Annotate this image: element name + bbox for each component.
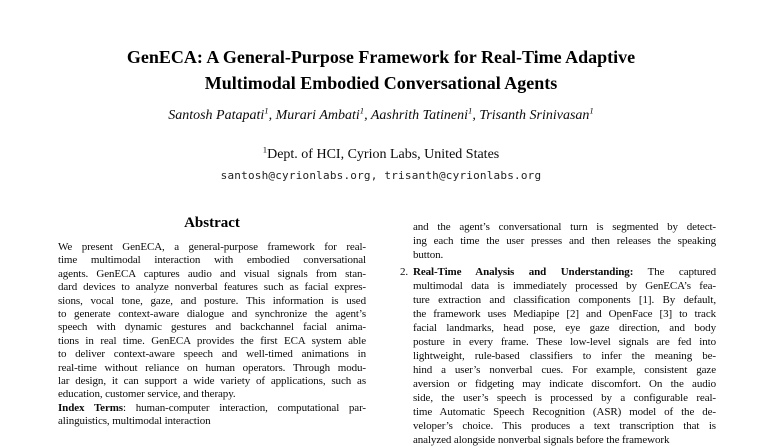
abstract-line: lar design, it can support a wide variety of applications, such as bbox=[58, 374, 366, 387]
author-name: Murari Ambati bbox=[275, 108, 360, 123]
abstract-line: time multimodal interaction with embodied conversational bbox=[58, 254, 366, 267]
body-line: button. bbox=[413, 249, 444, 261]
list-item-title: Real-Time Analysis and Understanding: bbox=[413, 266, 634, 278]
body-line: hind a user’s nonverbal cues. For example, consistent gaze bbox=[413, 364, 716, 376]
body-column bbox=[400, 220, 716, 447]
abstract-line: tions in real time. GenECA provides the first ECA system able bbox=[58, 334, 366, 347]
abstract-line: speech with dynamic gestures and backchannel facial anima- bbox=[58, 321, 366, 334]
abstract-line: to deliver context-aware speech and well-timed animations in bbox=[58, 348, 366, 361]
abstract-line: dard devices to analyze nonverbal features such as facial expres- bbox=[58, 281, 366, 294]
abstract-line: to generate context-aware dialogue and synchronize the agent’s bbox=[58, 307, 366, 320]
paper-title bbox=[0, 44, 762, 96]
abstract-column bbox=[58, 214, 366, 428]
body-line: veloper’s choice. This produces a text transcription that is bbox=[413, 420, 716, 432]
author-separator: , bbox=[364, 108, 371, 123]
affiliation-text: Dept. of HCI, Cyrion Labs, United States bbox=[267, 147, 500, 162]
author-affiliation-mark: 1 bbox=[359, 105, 365, 116]
body-line: aversion or fidgeting may indicate discomfort. On the audio bbox=[413, 378, 716, 390]
body-line: lightweight, rule-based classifiers to infer the meaning be- bbox=[413, 350, 716, 362]
index-terms-line: alinguistics, multimodal interaction bbox=[58, 415, 211, 428]
abstract-line: agents. GenECA captures audio and visual signals from stan- bbox=[58, 267, 366, 280]
affiliation-mark: 1 bbox=[262, 144, 268, 155]
author-separator: , bbox=[472, 108, 480, 123]
paper-title-line2: Multimodal Embodied Conversational Agents bbox=[204, 73, 558, 93]
list-item-text: The captured bbox=[633, 266, 716, 278]
body-line: side, the user’s speech is processed by a configurable real- bbox=[413, 392, 716, 404]
body-line-clipped: analyzed alongside nonverbal signals before the framework bbox=[413, 434, 670, 446]
abstract-line: sions, vocal tone, gaze, and posture. This information is used bbox=[58, 294, 366, 307]
author-name: Trisanth Srinivasan bbox=[479, 108, 590, 123]
author-line bbox=[0, 107, 762, 124]
abstract-line: We present GenECA, a general-purpose framework for real- bbox=[58, 241, 366, 253]
body-line: multimodal data is immediately processed by GenECA’s fea- bbox=[413, 280, 716, 292]
index-terms-label: Index Terms bbox=[58, 401, 123, 414]
body-line: facial landmarks, head pose, eye gaze direction, and body bbox=[413, 322, 716, 334]
author-separator: , bbox=[268, 108, 276, 123]
body-line: and the agent’s conversational turn is segmented by detect- bbox=[413, 221, 716, 233]
body-line: posture in every frame. These low-level signals are fed into bbox=[413, 336, 716, 348]
body-line: ture extraction and classification components [1]. By default, bbox=[413, 294, 716, 306]
body-line: the framework uses Mediapipe [2] and OpenFace [3] to track bbox=[413, 308, 716, 320]
index-terms-line bbox=[58, 402, 366, 415]
author-affiliation-mark: 1 bbox=[589, 105, 594, 116]
index-terms-text: : human-computer interaction, computational par- bbox=[123, 401, 366, 414]
paper-title-line1: GenECA: A General-Purpose Framework for Real-Time Adaptive bbox=[126, 47, 636, 67]
abstract-line: real-time without reliance on human operators. Through modu- bbox=[58, 361, 366, 374]
abstract-line: education, customer service, and therapy. bbox=[58, 388, 236, 401]
author-name: Aashrith Tatineni bbox=[370, 108, 468, 123]
author-affiliation-mark: 1 bbox=[264, 105, 269, 116]
author-name: Santosh Patapati bbox=[168, 108, 265, 123]
abstract-heading: Abstract bbox=[184, 215, 240, 231]
body-line: time Automatic Speech Recognition (ASR) model of the de- bbox=[413, 406, 716, 418]
author-affiliation-mark: 1 bbox=[467, 105, 473, 116]
list-item-2-lead bbox=[400, 265, 716, 279]
email-line: santosh@cyrionlabs.org, trisanth@cyrionlabs.org bbox=[220, 169, 542, 182]
affiliation-line bbox=[0, 146, 762, 163]
list-item-number: 2. bbox=[400, 266, 409, 278]
body-line: ing each time the user presses and then releases the speaking bbox=[413, 235, 716, 247]
